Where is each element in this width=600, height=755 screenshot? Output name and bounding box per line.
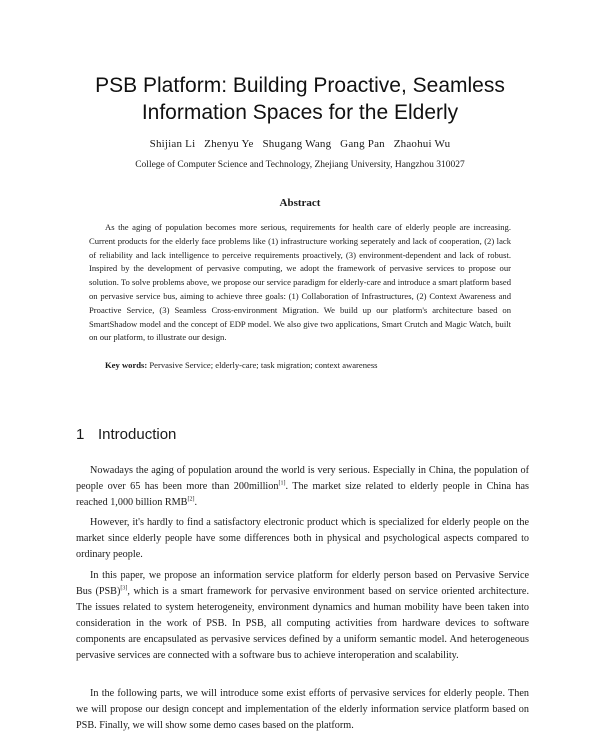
citation-ref-3: [3]	[120, 585, 128, 592]
section-heading-introduction	[76, 426, 176, 443]
section-number: 1	[76, 426, 85, 443]
intro-p3-text-b: , which is a smart framework for pervasive environment based on service oriented architecture. The issues related to system heterogeneity, environment dynamics and human mobility have been taken into consideration in the work of PSB. In PSB, all computing activities from hardware devices to software components are encapsulated as pervasive services defined by a uniform semantic model. And heterogeneous pervasive services are connected with a software bus to achieve interoperation and scalability.	[76, 586, 529, 661]
intro-paragraph-3	[76, 568, 529, 664]
intro-p3-text-a: In this paper, we propose an information service platform for elderly person based on Pervasive Service Bus (PSB)	[76, 570, 529, 597]
keywords-text: Pervasive Service; elderly-care; task migration; context awareness	[149, 360, 378, 370]
intro-paragraph-4: In the following parts, we will introduce some exist efforts of pervasive services for elderly people. Then we will propose our design concept and implementation of the elderly information service platform based on PSB. Finally, we will show some demo cases based on the platform.	[76, 688, 529, 731]
keywords	[105, 359, 511, 372]
citation-ref-1: [1]	[278, 480, 286, 487]
intro-paragraph-1	[76, 463, 529, 511]
paper-title-line-2: Information Spaces for the Elderly	[141, 101, 459, 124]
intro-p1-text-c: .	[194, 497, 198, 508]
intro-paragraph-2: However, it's hardly to find a satisfactory electronic product which is specialized for elderly people on the market since elderly people have some differences both in physical and psychological aspects compared to ordinary people.	[76, 517, 529, 560]
abstract-text: As the aging of population becomes more serious, requirements for health care of elderly people are increasing. Current products for the elderly face problems like (1) infrastructure working seperately and lack of cooperation, (2) lack of reliability and lack intelligence to perceive requirements proactively, (3) environment-dependent and lack of robust. Inspired by the development of pervasive computing, we adopt the framework of pervasive services to propose our solution. To solve problems above, we propose our service paradigm for elderly-care and introduce a smart platform based on pervasive service bus, aiming to achieve three goals: (1) Collaboration of Infrastructures, (2) Context Awareness and Proactive Service, (3) Seamless Cross-environment Migration. We build up our platform's architecture based on SmartShadow model and the concept of EDP model. We also give two applications, Smart Crutch and Magic Watch, built on our platform, to illustrate our design.	[89, 222, 511, 343]
section-title: Introduction	[98, 426, 177, 443]
citation-ref-2: [2]	[187, 496, 195, 503]
affiliation: College of Computer Science and Technology, Zhejiang University, Hangzhou 310027	[135, 160, 465, 170]
abstract-heading: Abstract	[279, 197, 321, 209]
intro-p1-text-b: . The market size related to elderly people in China has reached 1,000 billion RMB	[76, 481, 529, 508]
paper-title-line-1: PSB Platform: Building Proactive, Seamless	[95, 74, 505, 97]
keywords-label: Key words:	[105, 360, 148, 370]
author-list: Shijian Li Zhenyu Ye Shugang Wang Gang Pan Zhaohui Wu	[149, 138, 451, 150]
intro-p1-text-a: Nowadays the aging of population around the world is very serious. Especially in China, the population of people over 65 has been more than 200million	[76, 465, 529, 492]
